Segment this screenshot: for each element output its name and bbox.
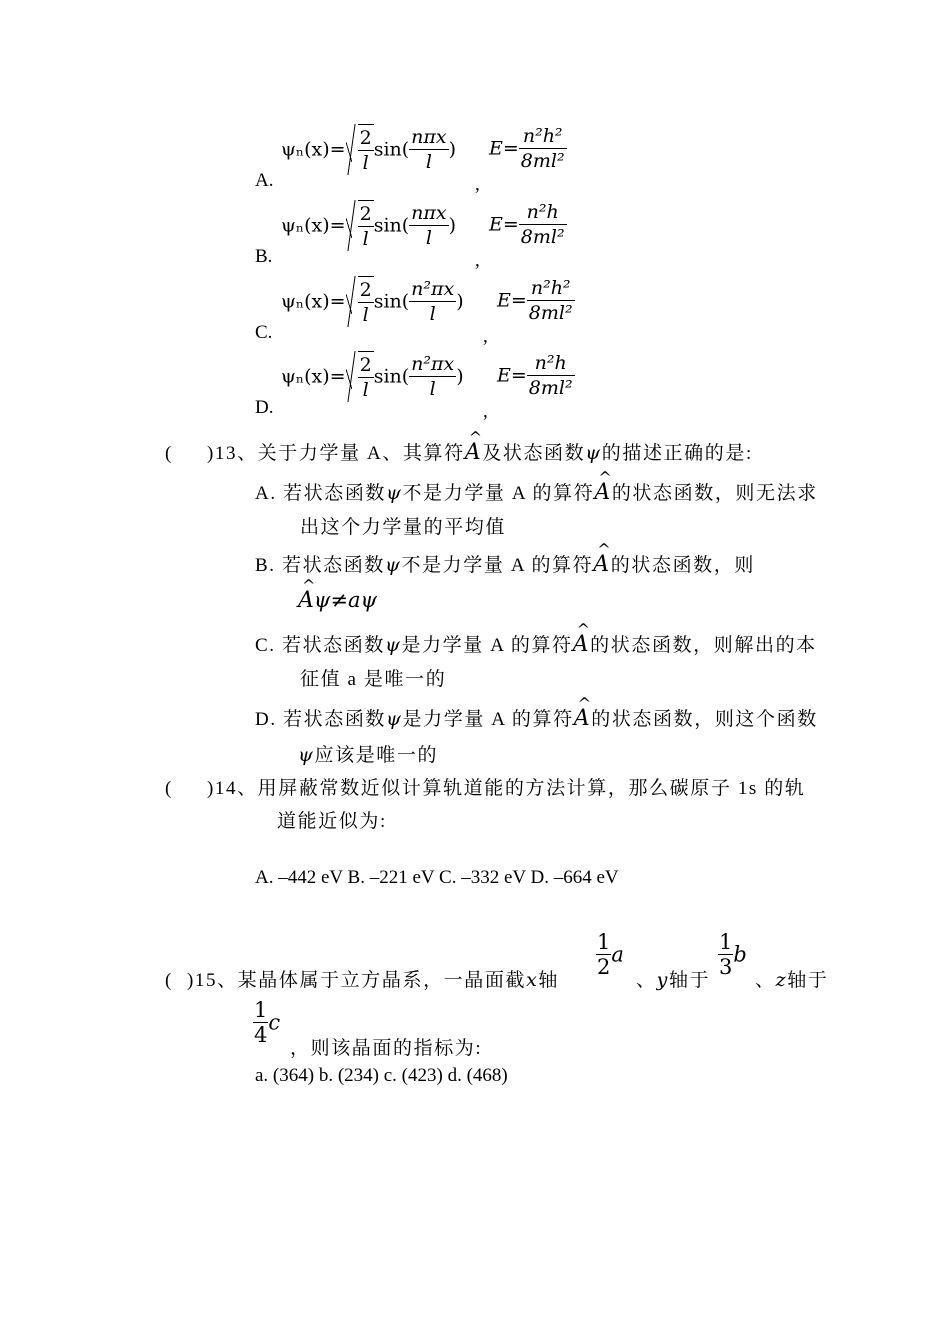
energy-lhs: E= — [497, 364, 527, 387]
sqrt-den: l — [362, 152, 369, 174]
option-label: A. — [255, 170, 274, 191]
q13-option-b — [255, 550, 755, 577]
option-text: 的状态函数，则无法求 — [611, 483, 818, 504]
option-text: 的状态函数，则解出的本 — [590, 635, 817, 656]
option-text: D. 若状态函数 — [255, 709, 387, 730]
psi-symbol: ψ — [585, 442, 602, 464]
energy-formula — [489, 124, 567, 173]
close-paren: ) — [456, 365, 464, 388]
q13-stem — [165, 438, 753, 465]
frac-quarter-c — [253, 998, 280, 1047]
q15-stem-text: )15、某晶体属于立方晶系，一晶面截 — [186, 970, 527, 991]
comma: , — [483, 401, 488, 422]
wavefunction-formula — [281, 276, 464, 327]
sqrt-expr — [346, 276, 374, 327]
operator-a: ^ A — [594, 480, 612, 505]
comma: , — [483, 326, 488, 347]
sqrt-num: 2 — [359, 279, 372, 301]
wavefunction-formula — [281, 351, 464, 402]
sin-den: l — [425, 151, 432, 173]
option-label: C. — [255, 322, 273, 343]
energy-den: 8ml² — [520, 150, 565, 172]
answer-paren: ( — [165, 970, 173, 991]
q15-stem-cont: ，则该晶面的指标为: — [290, 1038, 483, 1059]
energy-lhs: E= — [497, 289, 527, 312]
option-text: A. 若状态函数 — [255, 483, 387, 504]
axis-label: 轴于 — [668, 970, 711, 991]
sin-label: sin( — [373, 138, 410, 161]
sin-num: n²πx — [411, 353, 455, 375]
psi-lhs: ψₙ(x)= — [281, 290, 346, 313]
sin-den: l — [425, 227, 432, 249]
q14-stem — [165, 773, 805, 800]
q13-option-d-cont — [298, 740, 438, 767]
q13-option-b-formula — [298, 588, 377, 613]
comma: , — [475, 250, 480, 271]
energy-formula — [497, 351, 575, 400]
q13-stem-text: )13、关于力学量 A、其算符 — [206, 443, 465, 464]
frac-half-a — [596, 930, 624, 979]
frac-num: 1 — [719, 930, 733, 954]
q15-options: a. (364) b. (234) c. (423) d. (468) — [255, 1065, 508, 1086]
q13-option-c-cont: 征值 a 是唯一的 — [300, 669, 447, 690]
close-paren: ) — [456, 290, 464, 313]
energy-den: 8ml² — [528, 302, 573, 324]
psi-lhs: ψₙ(x)= — [281, 138, 346, 161]
option-text: 不是力学量 A 的算符 — [401, 555, 594, 576]
option-text: 不是力学量 A 的算符 — [402, 483, 595, 504]
sqrt-num: 2 — [359, 127, 372, 149]
frac-third-b — [718, 930, 747, 979]
energy-den: 8ml² — [520, 226, 565, 248]
q13-stem-tail2: 的描述正确的是: — [601, 443, 753, 464]
sin-label: sin( — [373, 214, 410, 237]
operator-a: ^ A — [573, 632, 591, 657]
q15-stem-y — [636, 965, 710, 992]
sin-num: nπx — [411, 126, 447, 148]
separator: 、 — [755, 970, 776, 991]
energy-den: 8ml² — [528, 377, 573, 399]
psi-symbol: ψ — [298, 744, 315, 766]
energy-num: n²h — [519, 200, 567, 225]
sin-label: sin( — [373, 290, 410, 313]
frac-num: 1 — [254, 998, 268, 1022]
option-text: B. 若状态函数 — [255, 555, 385, 576]
c-symbol: c — [268, 1010, 281, 1035]
q15-stem-z — [755, 965, 828, 992]
comma: , — [475, 174, 480, 195]
psi-symbol: ψ — [384, 634, 402, 656]
sqrt-den: l — [362, 379, 369, 401]
energy-lhs: E= — [489, 213, 519, 236]
z-axis-symbol: z — [775, 969, 788, 991]
x-axis-symbol: x — [526, 969, 539, 991]
option-text: 的状态函数，则这个函数 — [591, 709, 818, 730]
frac-den: 3 — [719, 955, 733, 979]
sqrt-expr — [346, 200, 374, 251]
psi-symbol: ψ — [384, 554, 402, 576]
operator-a: ^ A — [593, 552, 611, 577]
q14-stem-cont: 道能近似为: — [277, 811, 387, 832]
q13-stem-tail: 及状态函数 — [482, 443, 586, 464]
energy-num: n²h² — [527, 276, 575, 301]
option-text: 是力学量 A 的算符 — [402, 709, 574, 730]
separator: 、 — [636, 970, 657, 991]
energy-formula — [497, 276, 575, 325]
answer-paren: ( — [165, 778, 173, 799]
sin-den: l — [429, 303, 436, 325]
option-text: 的状态函数，则 — [610, 555, 755, 576]
energy-lhs: E= — [489, 137, 519, 160]
q14-stem-text: )14、用屏蔽常数近似计算轨道能的方法计算，那么碳原子 1s 的轨 — [206, 778, 806, 799]
wavefunction-formula — [281, 200, 456, 251]
operator-a: ^ A — [298, 588, 314, 613]
option-text: 应该是唯一的 — [314, 745, 439, 766]
sqrt-den: l — [362, 228, 369, 250]
q13-option-a-cont: 出这个力学量的平均值 — [300, 517, 507, 538]
option-label: B. — [255, 246, 273, 267]
close-paren: ) — [448, 138, 457, 161]
frac-num: 1 — [597, 930, 611, 954]
close-paren: ) — [448, 214, 457, 237]
axis-label: 轴 — [538, 970, 560, 991]
operator-a: ^ A — [574, 706, 592, 731]
a-symbol: a — [611, 942, 624, 967]
inequality-formula: ψ≠aψ — [313, 588, 377, 612]
option-text: 是力学量 A 的算符 — [401, 635, 573, 656]
q14-options: A. –442 eV B. –221 eV C. –332 eV D. –664 eV — [255, 867, 619, 888]
operator-a: ^ A — [465, 440, 483, 465]
sqrt-num: 2 — [359, 203, 372, 225]
y-axis-symbol: y — [656, 969, 669, 991]
q15-stem — [165, 965, 559, 992]
energy-formula — [489, 200, 567, 249]
sqrt-num: 2 — [359, 354, 372, 376]
q13-option-c — [255, 630, 817, 657]
sqrt-den: l — [362, 304, 369, 326]
answer-paren: ( — [165, 443, 173, 464]
sin-label: sin( — [373, 365, 410, 388]
q13-option-d — [255, 704, 818, 731]
sqrt-expr — [346, 351, 374, 402]
axis-label: 轴于 — [787, 970, 829, 991]
sqrt-expr — [346, 124, 374, 175]
sin-num: n²πx — [411, 278, 455, 300]
wavefunction-formula — [281, 124, 456, 175]
energy-num: n²h — [527, 351, 575, 376]
sin-num: nπx — [411, 202, 447, 224]
sin-den: l — [429, 378, 436, 400]
option-label: D. — [255, 397, 274, 418]
psi-symbol: ψ — [386, 482, 403, 504]
energy-num: n²h² — [519, 124, 567, 149]
psi-symbol: ψ — [386, 708, 403, 730]
option-text: C. 若状态函数 — [255, 635, 385, 656]
b-symbol: b — [733, 942, 747, 967]
frac-den: 4 — [254, 1023, 268, 1047]
psi-lhs: ψₙ(x)= — [281, 214, 346, 237]
psi-lhs: ψₙ(x)= — [281, 365, 346, 388]
q13-option-a — [255, 478, 818, 505]
frac-den: 2 — [597, 955, 611, 979]
